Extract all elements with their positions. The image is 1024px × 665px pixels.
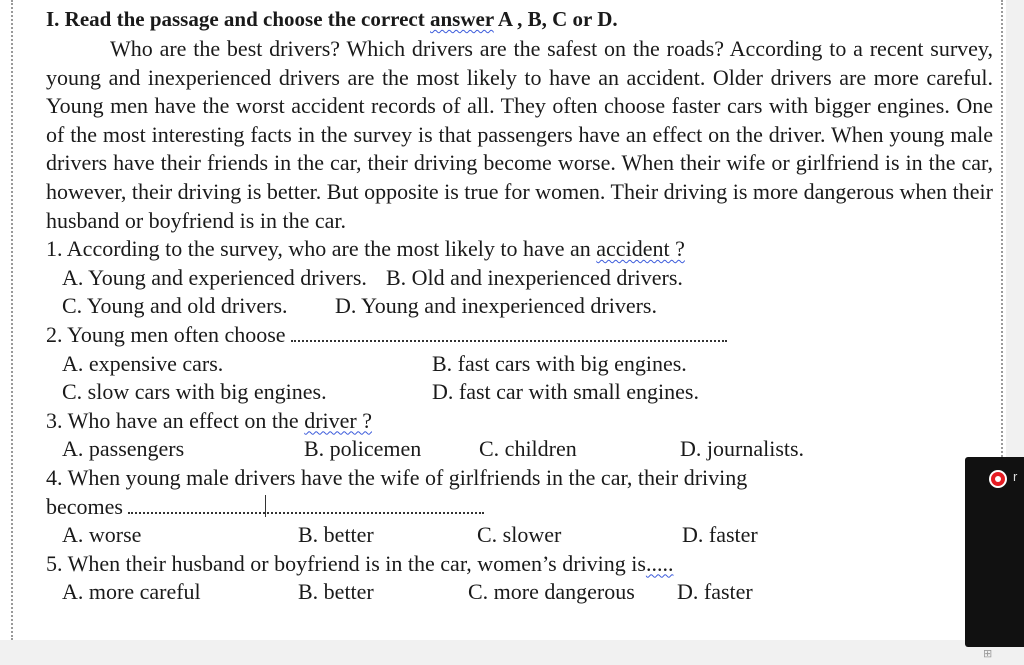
question-2-option-c: C. slow cars with big engines. bbox=[62, 379, 327, 405]
question-3: 3. Who have an effect on the driver ? bbox=[46, 407, 372, 433]
question-1-option-b: B. Old and inexperienced drivers. bbox=[386, 264, 683, 290]
grid-icon[interactable]: ⊞ bbox=[983, 647, 993, 660]
question-2: 2. Young men often choose bbox=[46, 321, 993, 350]
question-4-option-a: A. worse bbox=[62, 522, 142, 548]
question-5: 5. When their husband or boyfriend is in the car, women’s driving is..... bbox=[46, 550, 674, 576]
question-5-option-b: B. better bbox=[298, 579, 374, 605]
question-4-continued: becomes bbox=[46, 493, 993, 522]
recorder-label: r bbox=[1013, 469, 1018, 484]
record-icon[interactable] bbox=[991, 472, 1005, 486]
question-5-option-a: A. more careful bbox=[62, 579, 201, 605]
question-1: 1. According to the survey, who are the most likely to have an accident ? bbox=[46, 236, 685, 262]
question-3-option-c: C. children bbox=[479, 436, 577, 462]
question-1-marked-word: accident ? bbox=[596, 236, 685, 262]
question-2-options-row-2 bbox=[46, 378, 993, 407]
text-cursor bbox=[265, 495, 266, 517]
question-3-option-d: D. journalists. bbox=[680, 436, 805, 462]
document-content[interactable] bbox=[46, 5, 993, 607]
heading-text: I. Read the passage and choose the correct bbox=[46, 7, 430, 31]
question-4-options bbox=[46, 521, 993, 550]
question-4: 4. When young male drivers have the wife of girlfriends in the car, their driving bbox=[46, 464, 748, 490]
question-5-option-d: D. faster bbox=[677, 579, 753, 605]
screen-recorder-panel[interactable] bbox=[965, 457, 1024, 647]
heading-marked-word: answer bbox=[430, 7, 494, 31]
question-5-options bbox=[46, 578, 993, 607]
question-2-option-d: D. fast car with small engines. bbox=[432, 379, 699, 405]
question-5-option-c: C. more dangerous bbox=[468, 579, 635, 605]
question-1-options-row-1 bbox=[46, 264, 993, 293]
question-3-option-a: A. passengers bbox=[62, 436, 185, 462]
answer-blank bbox=[291, 322, 727, 342]
heading-suffix: A , B, C or D. bbox=[493, 7, 618, 31]
question-4-option-b: B. better bbox=[298, 522, 374, 548]
question-1-options-row-2 bbox=[46, 292, 993, 321]
question-4-option-d: D. faster bbox=[682, 522, 758, 548]
question-3-marked-word: driver ? bbox=[304, 407, 372, 433]
question-5-marked-blank: ..... bbox=[645, 550, 674, 576]
reading-passage: Who are the best drivers? Which drivers are the safest on the roads? According to a recent survey, young and inexperienced drivers are the most likely to have an accident. Older drivers are more careful. Young men have the worst accident records of all. They often choose faster cars with bigger engines. One of the most interesting facts in the survey is that passengers have an effect on the driver. When young male drivers have their friends in the car, their driving become worse. When their wife or girlfriend is in the car, however, their driving is better. But opposite is true for women. Their driving is more dangerous when their husband or boyfriend is in the car. bbox=[46, 36, 993, 233]
question-2-option-a: A. expensive cars. bbox=[62, 350, 224, 376]
question-2-options-row-1 bbox=[46, 350, 993, 379]
left-margin-guide bbox=[11, 0, 13, 640]
question-1-option-c: C. Young and old drivers. bbox=[62, 293, 288, 319]
question-1-option-a: A. Young and experienced drivers. bbox=[62, 264, 367, 290]
question-3-options bbox=[46, 435, 993, 464]
section-heading bbox=[46, 5, 993, 35]
answer-blank bbox=[128, 494, 484, 514]
question-2-option-b: B. fast cars with big engines. bbox=[432, 350, 687, 376]
question-3-option-b: B. policemen bbox=[304, 436, 422, 462]
question-4-option-c: C. slower bbox=[477, 522, 562, 548]
question-1-option-d: D. Young and inexperienced drivers. bbox=[335, 293, 657, 319]
